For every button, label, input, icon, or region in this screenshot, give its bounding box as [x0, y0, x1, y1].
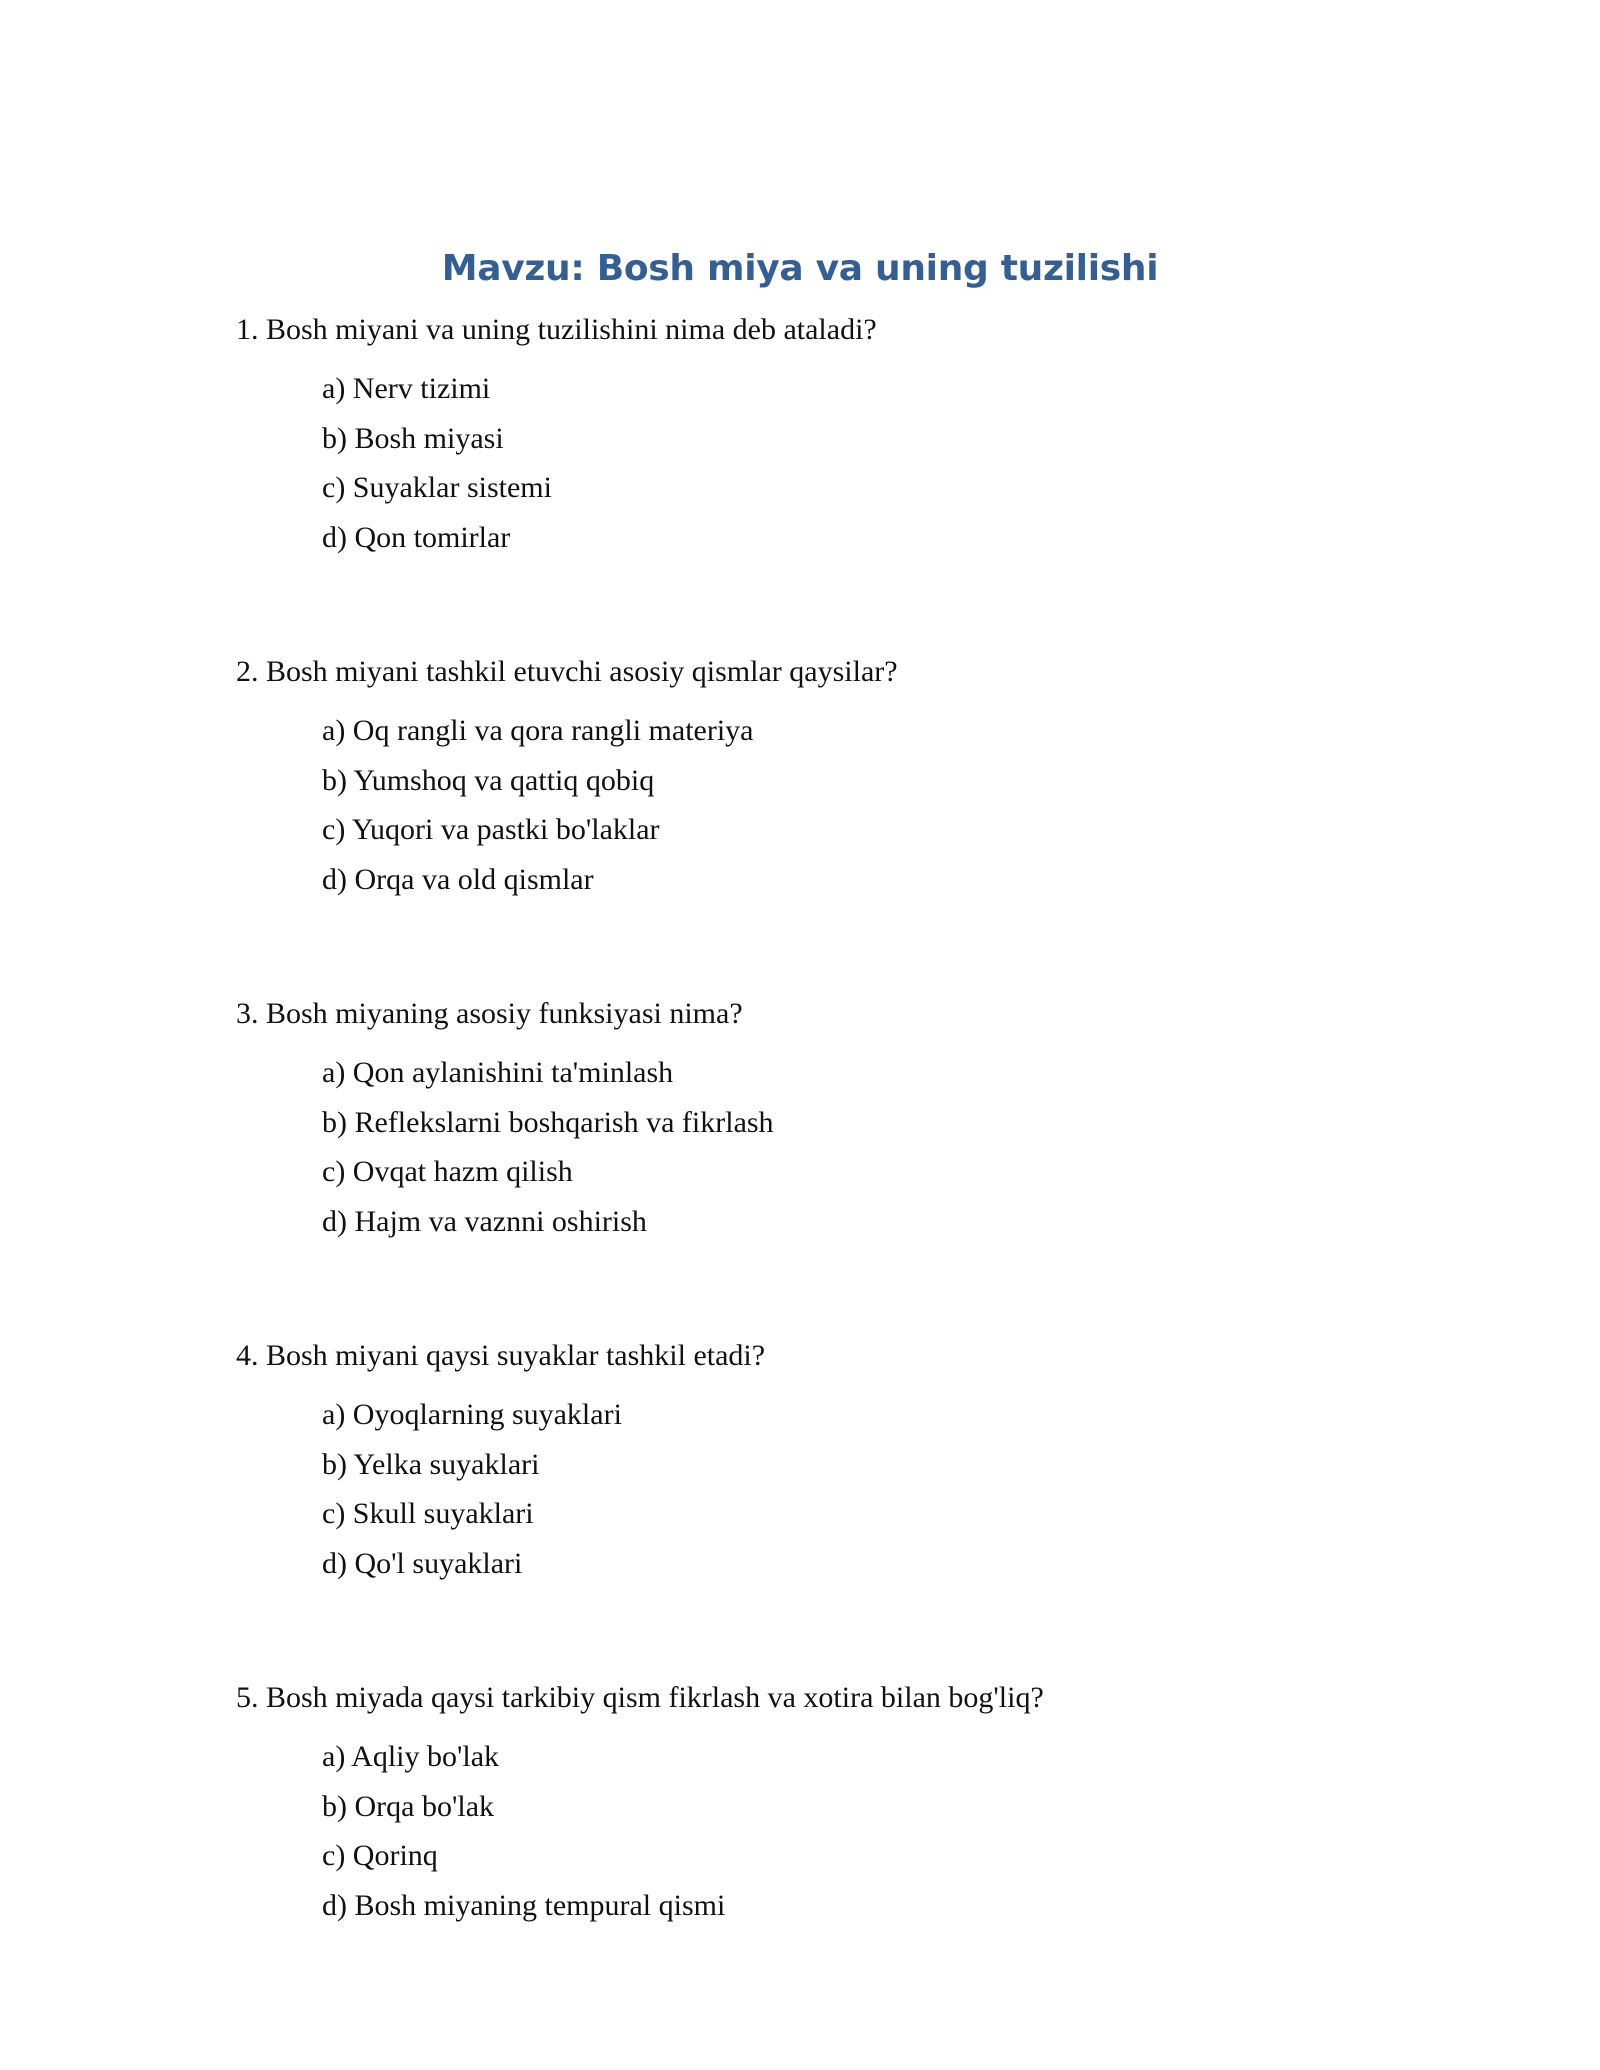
answer-options: [322, 1390, 1436, 1588]
question-1: [236, 308, 1436, 562]
question-4: [236, 1334, 1436, 1588]
question-text: 4. Bosh miyani qaysi suyaklar tashkil etadi?: [236, 1339, 766, 1372]
option-d: d) Hajm va vaznni oshirish: [322, 1204, 647, 1238]
option-b: b) Bosh miyasi: [322, 421, 504, 455]
option-d: d) Qon tomirlar: [322, 520, 511, 554]
option-b: b) Orqa bo'lak: [322, 1789, 495, 1823]
option-b: b) Yelka suyaklari: [322, 1447, 540, 1481]
answer-options: [322, 364, 1436, 562]
answer-options: [322, 1048, 1436, 1246]
option-a: a) Oyoqlarning suyaklari: [322, 1398, 622, 1431]
option-d: d) Bosh miyaning tempural qismi: [322, 1888, 726, 1922]
question-text: 1. Bosh miyani va uning tuzilishini nima deb ataladi?: [236, 313, 877, 346]
option-c: c) Skull suyaklari: [322, 1497, 534, 1530]
page-title: Mavzu: Bosh miya va uning tuzilishi: [441, 248, 1159, 289]
option-c: c) Suyaklar sistemi: [322, 471, 552, 504]
option-d: d) Orqa va old qismlar: [322, 862, 594, 896]
answer-options: [322, 1732, 1436, 1930]
option-a: a) Oq rangli va qora rangli materiya: [322, 714, 754, 747]
question-5: [236, 1676, 1436, 1930]
question-2: [236, 650, 1436, 904]
option-c: c) Qorinq: [322, 1839, 438, 1872]
question-text: 2. Bosh miyani tashkil etuvchi asosiy qismlar qaysilar?: [236, 655, 898, 688]
answer-options: [322, 706, 1436, 904]
option-a: a) Qon aylanishini ta'minlash: [322, 1056, 674, 1089]
question-text: 3. Bosh miyaning asosiy funksiyasi nima?: [236, 997, 743, 1030]
question-list: [236, 308, 1436, 2018]
option-c: c) Yuqori va pastki bo'laklar: [322, 813, 660, 846]
question-text: 5. Bosh miyada qaysi tarkibiy qism fikrlash va xotira bilan bog'liq?: [236, 1681, 1044, 1714]
option-c: c) Ovqat hazm qilish: [322, 1155, 573, 1188]
question-3: [236, 992, 1436, 1246]
option-a: a) Aqliy bo'lak: [322, 1740, 500, 1773]
option-a: a) Nerv tizimi: [322, 372, 491, 405]
option-d: d) Qo'l suyaklari: [322, 1546, 523, 1580]
option-b: b) Reflekslarni boshqarish va fikrlash: [322, 1105, 774, 1139]
option-b: b) Yumshoq va qattiq qobiq: [322, 763, 655, 797]
